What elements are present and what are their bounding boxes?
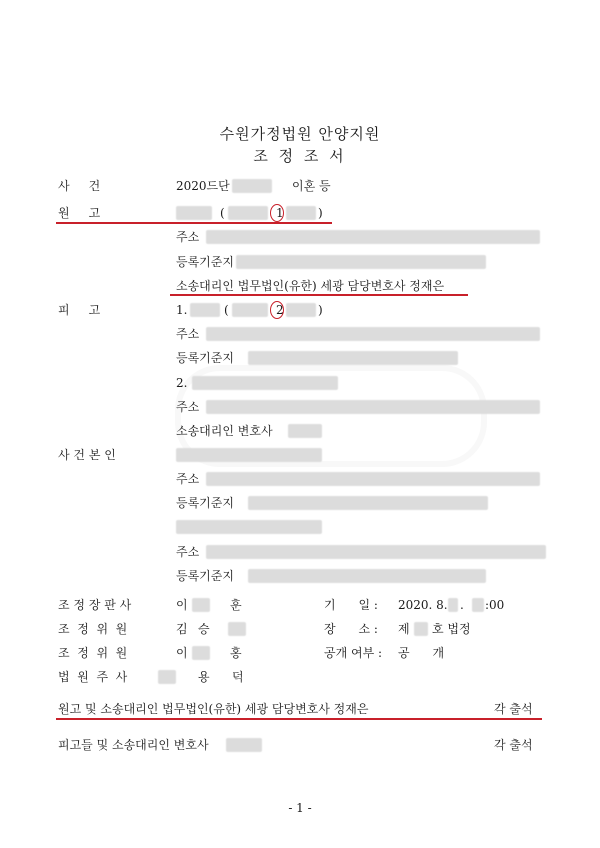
- defendant-paren-open: (: [224, 303, 229, 317]
- redacted-principal1-address: [206, 472, 540, 486]
- redacted-plaintiff-address: [206, 230, 540, 244]
- attendance-status-plaintiff: 각 출석: [494, 702, 533, 716]
- case-label: 사 건: [58, 179, 101, 193]
- defendant-label: 피 고: [58, 303, 101, 317]
- mediator1-name-b: 승: [198, 622, 210, 636]
- defendant-address-label: 주소: [176, 327, 200, 341]
- redacted-judge-name: [192, 598, 210, 612]
- judge-name-c: 훈: [230, 598, 242, 612]
- mediator2-name-c: 홍: [230, 646, 242, 660]
- redacted-defendant1-id-front: [232, 303, 268, 317]
- redacted-mediator2-name: [192, 646, 210, 660]
- plaintiff-registry-label: 등록기준지: [176, 255, 234, 269]
- attendance-line-defendants: 피고들 및 소송대리인 변호사: [58, 738, 209, 752]
- redacted-courtroom-number: [414, 622, 428, 636]
- principal-address-label: 주소: [176, 472, 200, 486]
- clerk-name-d: 덕: [232, 670, 244, 684]
- principal2-address-label: 주소: [176, 545, 200, 559]
- red-circle-annotation: [270, 204, 284, 222]
- place-value-b: 호 법정: [432, 622, 471, 636]
- redacted-defendant-counsel-name: [288, 424, 322, 438]
- attendance-line-plaintiff: 원고 및 소송대리인 법무법인(유한) 세광 담당변호사 정재은: [58, 702, 369, 716]
- redacted-plaintiff-id-front: [228, 206, 268, 220]
- date-label: 기 일 :: [324, 598, 378, 612]
- principal-label: 사 건 본 인: [58, 448, 116, 462]
- plaintiff-label: 원 고: [58, 206, 101, 220]
- red-underline-plaintiff: [56, 222, 332, 224]
- plaintiff-id-digit: 1: [276, 206, 284, 220]
- case-number: 2020드단: [176, 179, 230, 193]
- document-type-title: 조 정 조 서: [253, 147, 347, 165]
- principal2-registry-label: 등록기준지: [176, 569, 234, 583]
- red-underline-attendance: [56, 718, 542, 720]
- redacted-principal2-name: [176, 520, 322, 534]
- redacted-principal2-registry: [248, 569, 486, 583]
- principal-registry-label: 등록기준지: [176, 496, 234, 510]
- place-label: 장 소 :: [324, 622, 378, 636]
- date-value-a: 2020. 8.: [398, 598, 448, 612]
- redacted-defendant1-name: [190, 303, 220, 317]
- redacted-principal2-address: [206, 545, 546, 559]
- redacted-clerk-name: [158, 670, 176, 684]
- judge-label: 조 정 장 판 사: [58, 598, 132, 612]
- red-underline-plaintiff-counsel: [170, 294, 468, 296]
- public-value: 공 개: [398, 646, 445, 660]
- mediator2-label: 조 정 위 원: [58, 646, 128, 660]
- redacted-date-day: [448, 598, 458, 612]
- redacted-mediator1-name: [228, 622, 246, 636]
- plaintiff-counsel: 소송대리인 법무법인(유한) 세광 담당변호사 정재은: [176, 279, 445, 293]
- page-number: - 1 -: [288, 801, 312, 815]
- defendant-id-digit: 2: [276, 303, 284, 317]
- red-circle-annotation: [270, 301, 284, 319]
- redacted-principal1-name: [176, 448, 322, 462]
- redacted-defendant2-address: [206, 400, 540, 414]
- redacted-principal1-registry: [248, 496, 488, 510]
- place-value-a: 제: [398, 622, 410, 636]
- defendant-two-prefix: 2.: [176, 376, 188, 390]
- defendant-paren-close: ): [318, 303, 323, 317]
- judge-name-a: 이: [176, 598, 188, 612]
- plaintiff-paren-open: (: [220, 206, 225, 220]
- date-value-c: :00: [485, 598, 505, 612]
- attendance-status-defendants: 각 출석: [494, 738, 533, 752]
- plaintiff-address-label: 주소: [176, 230, 200, 244]
- court-name: 수원가정법원 안양지원: [219, 125, 381, 143]
- defendant-one-prefix: 1.: [176, 303, 188, 317]
- redacted-defendant-counsel-name: [226, 738, 262, 752]
- defendant-registry-label: 등록기준지: [176, 351, 234, 365]
- redacted-case-number: [232, 179, 272, 193]
- redacted-date-hour: [472, 598, 484, 612]
- defendant-counsel: 소송대리인 변호사: [176, 424, 273, 438]
- plaintiff-paren-close: ): [318, 206, 323, 220]
- date-value-b: .: [460, 598, 464, 612]
- mediator1-name-a: 김: [176, 622, 188, 636]
- redacted-defendant1-address: [206, 327, 540, 341]
- public-label: 공개 여부 :: [324, 646, 383, 660]
- redacted-defendant1-id-back: [286, 303, 316, 317]
- redacted-plaintiff-name: [176, 206, 212, 220]
- clerk-name-c: 용: [198, 670, 210, 684]
- defendant2-address-label: 주소: [176, 400, 200, 414]
- case-type: 이혼 등: [292, 179, 331, 193]
- mediator1-label: 조 정 위 원: [58, 622, 128, 636]
- redacted-plaintiff-registry: [236, 255, 486, 269]
- mediator2-name-a: 이: [176, 646, 188, 660]
- redacted-defendant2-name: [192, 376, 338, 390]
- redacted-defendant1-registry: [248, 351, 458, 365]
- redacted-plaintiff-id-back: [286, 206, 316, 220]
- clerk-label: 법 원 주 사: [58, 670, 128, 684]
